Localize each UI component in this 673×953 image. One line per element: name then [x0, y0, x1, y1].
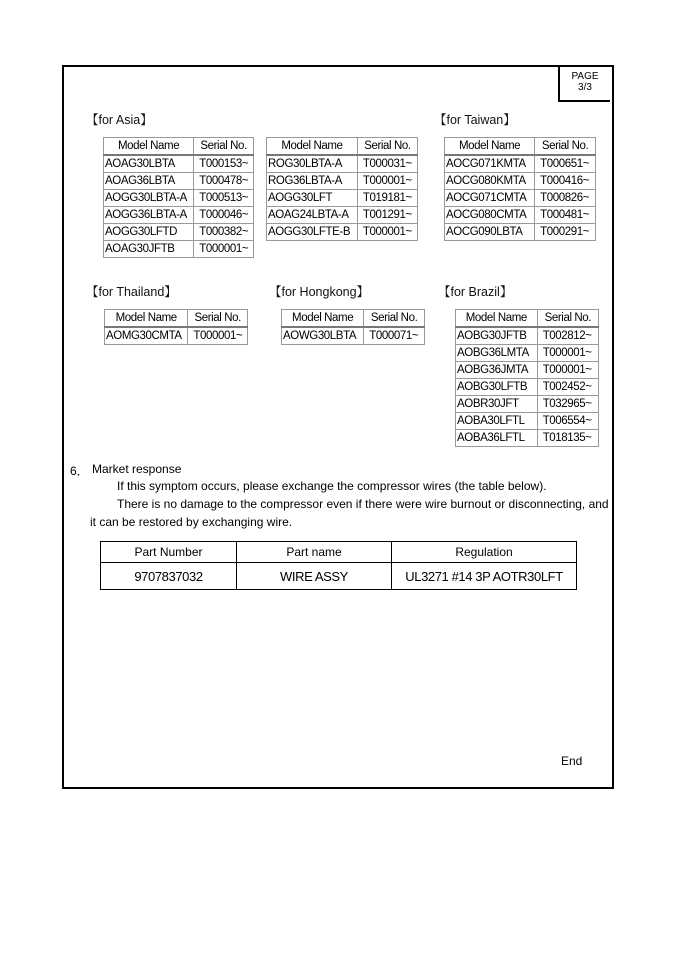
header-serial-no: Serial No.	[364, 310, 425, 328]
serial-no: T000001~	[537, 362, 598, 379]
table-row	[267, 190, 418, 207]
section-line-3: it can be restored by exchanging wire.	[90, 515, 293, 529]
model-name: AOWG30LBTA	[282, 327, 364, 345]
serial-no: T002452~	[537, 379, 598, 396]
parts-header-name: Part name	[237, 542, 392, 563]
taiwan-label: 【for Taiwan】	[434, 113, 516, 127]
table-row	[104, 224, 254, 241]
part-regulation: UL3271 #14 3P AOTR30LFT	[392, 563, 577, 590]
header-serial-no: Serial No.	[537, 310, 598, 328]
serial-no: T000046~	[194, 207, 254, 224]
page-number: 3/3	[578, 82, 592, 93]
model-name: AOCG071CMTA	[445, 190, 535, 207]
table-row	[445, 207, 596, 224]
header-model-name: Model Name	[105, 310, 188, 328]
serial-no: T000001~	[357, 173, 417, 190]
serial-no: T000826~	[535, 190, 596, 207]
model-name: AOBG30JFTB	[456, 327, 538, 345]
section-title: Market response	[92, 462, 182, 476]
table-row	[267, 173, 418, 190]
table-row	[104, 155, 254, 173]
model-name: AOGG30LFTE-B	[267, 224, 358, 241]
serial-no: T002812~	[537, 327, 598, 345]
serial-no: T000478~	[194, 173, 254, 190]
model-name: AOBG36LMTA	[456, 345, 538, 362]
header-model-name: Model Name	[282, 310, 364, 328]
section-number: 6．	[70, 464, 89, 478]
model-name: AOBA36LFTL	[456, 430, 538, 447]
table-row	[456, 379, 599, 396]
table-row	[445, 173, 596, 190]
model-name: AOBG36JMTA	[456, 362, 538, 379]
parts-table	[100, 541, 577, 590]
brazil-table	[455, 309, 599, 447]
brazil-label: 【for Brazil】	[438, 285, 513, 299]
serial-no: T032965~	[537, 396, 598, 413]
table-row	[104, 207, 254, 224]
model-name: ROG30LBTA-A	[267, 155, 358, 173]
serial-no: T000416~	[535, 173, 596, 190]
asia-label: 【for Asia】	[86, 113, 153, 127]
serial-no: T000001~	[537, 345, 598, 362]
thailand-table	[104, 309, 248, 345]
model-name: AOGG30LFTD	[104, 224, 194, 241]
table-row	[445, 155, 596, 173]
table-row	[104, 190, 254, 207]
model-name: AOBG30LFTB	[456, 379, 538, 396]
table-row	[267, 207, 418, 224]
model-name: AOAG30JFTB	[104, 241, 194, 258]
header-model-name: Model Name	[456, 310, 538, 328]
header-serial-no: Serial No.	[357, 138, 417, 156]
table-row	[282, 327, 425, 345]
hongkong-table	[281, 309, 425, 345]
model-name: AOGG30LFT	[267, 190, 358, 207]
page-number-box	[558, 65, 610, 102]
table-row	[456, 430, 599, 447]
hongkong-label: 【for Hongkong】	[269, 285, 370, 299]
asia-table-1	[103, 137, 254, 258]
section-line-1: If this symptom occurs, please exchange the compressor wires (the table below).	[117, 479, 547, 493]
serial-no: T000001~	[357, 224, 417, 241]
serial-no: T000481~	[535, 207, 596, 224]
model-name: AOGG30LBTA-A	[104, 190, 194, 207]
serial-no: T000291~	[535, 224, 596, 241]
part-number: 9707837032	[101, 563, 237, 590]
model-name: AOGG36LBTA-A	[104, 207, 194, 224]
model-name: AOCG090LBTA	[445, 224, 535, 241]
table-row	[456, 413, 599, 430]
model-name: AOAG24LBTA-A	[267, 207, 358, 224]
serial-no: T018135~	[537, 430, 598, 447]
model-name: AOAG36LBTA	[104, 173, 194, 190]
serial-no: T019181~	[357, 190, 417, 207]
serial-no: T000513~	[194, 190, 254, 207]
end-text: End	[561, 754, 583, 768]
model-name: AOBA30LFTL	[456, 413, 538, 430]
table-row	[105, 327, 248, 345]
model-name: AOAG30LBTA	[104, 155, 194, 173]
header-model-name: Model Name	[104, 138, 194, 156]
serial-no: T006554~	[537, 413, 598, 430]
serial-no: T000001~	[194, 241, 254, 258]
table-row	[104, 241, 254, 258]
thailand-label: 【for Thailand】	[86, 285, 177, 299]
page-label: PAGE	[571, 71, 599, 82]
header-serial-no: Serial No.	[188, 310, 248, 328]
serial-no: T000382~	[194, 224, 254, 241]
serial-no: T000001~	[188, 327, 248, 345]
serial-no: T000651~	[535, 155, 596, 173]
model-name: AOMG30CMTA	[105, 327, 188, 345]
table-row	[445, 190, 596, 207]
header-model-name: Model Name	[445, 138, 535, 156]
model-name: ROG36LBTA-A	[267, 173, 358, 190]
table-row	[456, 327, 599, 345]
model-name: AOCG080CMTA	[445, 207, 535, 224]
model-name: AOCG080KMTA	[445, 173, 535, 190]
taiwan-table	[444, 137, 596, 241]
parts-header-regulation: Regulation	[392, 542, 577, 563]
model-name: AOCG071KMTA	[445, 155, 535, 173]
table-row	[456, 362, 599, 379]
serial-no: T000031~	[357, 155, 417, 173]
table-row	[456, 345, 599, 362]
header-serial-no: Serial No.	[535, 138, 596, 156]
section-line-2: There is no damage to the compressor even if there were wire burnout or disconnecting, and	[117, 497, 609, 511]
parts-header-number: Part Number	[101, 542, 237, 563]
asia-table-2	[266, 137, 418, 241]
table-row	[267, 224, 418, 241]
header-serial-no: Serial No.	[194, 138, 254, 156]
part-name: WIRE ASSY	[237, 563, 392, 590]
model-name: AOBR30JFT	[456, 396, 538, 413]
serial-no: T000153~	[194, 155, 254, 173]
serial-no: T001291~	[357, 207, 417, 224]
serial-no: T000071~	[364, 327, 425, 345]
header-model-name: Model Name	[267, 138, 358, 156]
table-row	[445, 224, 596, 241]
table-row	[267, 155, 418, 173]
table-row	[104, 173, 254, 190]
table-row	[456, 396, 599, 413]
